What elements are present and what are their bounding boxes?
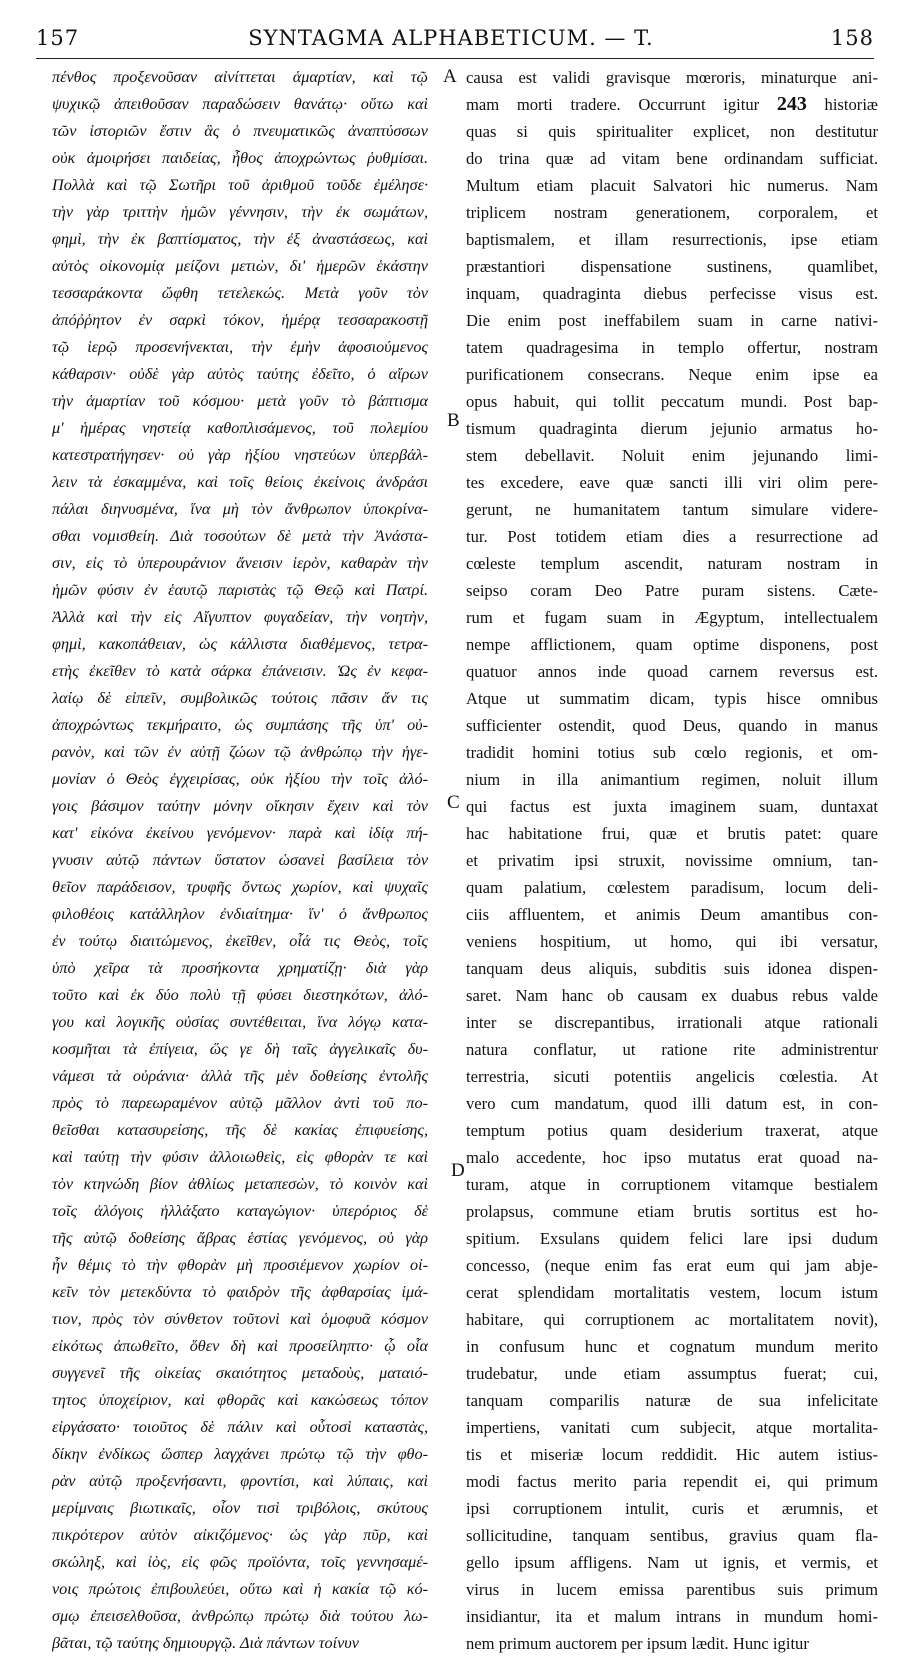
section-number: 243 (776, 93, 807, 115)
text-line: φημὶ, τὴν ἐκ βαπτίσματος, τὴν ἐξ ἀναστάσεως, καὶ (52, 230, 428, 248)
text-line: εἰργάσατο· τοιοῦτος δὲ πάλιν καὶ οὗτοσὶ καταστὰς, (52, 1418, 428, 1436)
text-line: κάθαρσιν· οὐδὲ γὰρ αὐτὸς ταύτης ἐδεῖτο, ὁ αἴρων (52, 365, 428, 383)
text-line: tanquam deus aliquis, subditis suis idonea dispen- (466, 959, 878, 978)
text-line: quatuor annos inde quoad carnem reversus est. (466, 662, 878, 681)
text-line: terrestria, sicuti potentiis angelicis cœlestia. At (466, 1067, 878, 1086)
text-line: trudebatur, unde etiam assumptus fuerat; cui, (466, 1364, 878, 1383)
greek-column (52, 64, 428, 1657)
text-line: φιλοθέοις κατάλληλον ἐνδιαίτημα· ἵν' ὁ ἄνθρωπος (52, 905, 428, 923)
text-line: tis et miseriæ locum reddidit. Hic autem istius- (466, 1445, 878, 1464)
text-line: πρὸς τὸ παρεωραμένον αὐτῷ μᾶλλον ἀντὶ τοῦ πο- (52, 1094, 428, 1112)
text-line: Πολλὰ καὶ τῷ Σωτῆρι τοῦ ἀριθμοῦ τοῦδε ἐμέλησε· (52, 176, 428, 194)
text-line: veniens hospitium, ut homo, qui ibi versatur, (466, 932, 878, 951)
text-line: τοῦτο καὶ ἐκ δύο πολὺ τῇ φύσει διεστηκότων, ἀλό- (52, 986, 428, 1004)
margin-marker-d: D (451, 1160, 465, 1181)
text-line: spitium. Exsulans quidem felici lare ipsi dudum (466, 1229, 878, 1248)
text-line: natura conflatur, ut ratione rite administrentur (466, 1040, 878, 1059)
text-line: quas si quis spiritualiter explicet, non destitutur (466, 122, 878, 141)
running-header (0, 26, 902, 56)
text-line: tes excedere, eave quæ sancti illi viri olim pere- (466, 473, 878, 492)
text-line: τὴν ἁμαρτίαν τοῦ κόσμου· μετὰ γοῦν τὸ βάπτισμα (52, 392, 428, 410)
text-line: γνυσιν αὐτῷ πάντων ὕστατον ὡσανεὶ βασίλεια τὸν (52, 851, 428, 869)
text-line: δίκην ἐνδίκως ὥσπερ λαγχάνει πρώτῳ τῷ τὴν φθο- (52, 1445, 428, 1463)
text-line: σκώληξ, καὶ ἰὸς, εἰς φῶς προϊόντα, τοῖς γεννησαμέ- (52, 1553, 428, 1571)
page-number-right: 158 (830, 26, 874, 50)
text-line: καὶ ταύτῃ τὴν φύσιν ἀλλοιωθεὶς, εἰς φθορὰν τε καὶ (52, 1148, 428, 1166)
text-line: κατ' εἰκόνα ἐκείνου γενόμενον· παρὰ καὶ ἰδίᾳ πή- (52, 824, 428, 842)
text-line: turam, atque in corruptionem vitamque bestialem (466, 1175, 878, 1194)
text-line: causa est validi gravisque mœroris, minaturque ani- (466, 68, 878, 87)
text-line: θεῖον παράδεισον, τρυφῆς ὄντως χωρίον, καὶ ψυχαῖς (52, 878, 428, 896)
text-line: inquam, quadraginta diebus perfecisse visus est. (466, 284, 878, 303)
text-line: σιν, εἰς τὸ ὑπερουράνιον ἄνεισιν ἱερὸν, καθαρὰν τὴν (52, 554, 428, 572)
text-line: cerat splendidam mortalitatis vestem, locum istum (466, 1283, 878, 1302)
text-line: seipso coram Deo Patre puram sistens. Cæte- (466, 581, 878, 600)
text-line: do trina quæ ad vitam bene ordinandam sufficiat. (466, 149, 878, 168)
text-line: τῆς αὐτῷ δοθείσης ἄβρας ἑστίας γενόμενος, οὐ γὰρ (52, 1229, 428, 1247)
text-line: πένθος προξενοῦσαν αἰνίττεται ἁμαρτίαν, καὶ τῷ (52, 68, 428, 86)
text-line: hac habitatione frui, quæ et brutis patet: quare (466, 824, 878, 843)
text-line: μ' ἡμέρας νηστείᾳ καθοπλισάμενος, τοῦ πολεμίου (52, 419, 428, 437)
text-line: συγγενεῖ τῆς οἰκείας σκαιότητος μεταδοὺς, ματαιό- (52, 1364, 428, 1382)
text-line: cœleste templum ascendit, naturam nostram in (466, 554, 878, 573)
text-line: tanquam comparilis naturæ de sua infelicitate (466, 1391, 878, 1410)
text-line: virus in lucem emissa parentibus suis primum (466, 1580, 878, 1599)
text-line: tur. Post totidem etiam dies a resurrectione ad (466, 527, 878, 546)
text-line: ἀποχρώντως τεκμήραιτο, ὡς συμπάσης τῆς ὑπ' οὐ- (52, 716, 428, 734)
text-line: ἡμῶν φύσιν ἐν ἑαυτῷ παριστὰς τῷ Θεῷ καὶ Πατρί. (52, 581, 428, 599)
text-line: concesso, (neque enim fas erat eum qui jam abje- (466, 1256, 878, 1275)
running-title: SYNTAGMA ALPHABETICUM. — T. (248, 26, 654, 50)
text-line: nempe afflictionem, quam optime disponens, post (466, 635, 878, 654)
text-line: triplicem nostram generationem, corporalem, et (466, 203, 878, 222)
text-line: habitare, qui corruptionem ac mortalitatem novit), (466, 1310, 878, 1329)
text-line: κεῖν τὸν μετεκδύντα τὸ φαιδρὸν τῆς ἀφθαρσίας ἱμά- (52, 1283, 428, 1301)
text-line: purificationem consecrans. Neque enim ipse ea (466, 365, 878, 384)
text-line: Die enim post ineffabilem suam in carne nativi- (466, 311, 878, 330)
text-line: tatem quadragesima in templo offertur, nostram (466, 338, 878, 357)
text-line: τεσσαράκοντα ὤφθη τετελεκώς. Μετὰ γοῦν τὸν (52, 284, 428, 302)
text-line: quam palatium, cœlestem paradisum, locum deli- (466, 878, 878, 897)
text-line: ciis affluentem, et animis Deum amantibus con- (466, 905, 878, 924)
text-line: ὑπὸ χεῖρα τὰ προσήκοντα χρηματίζῃ· διὰ γὰρ (52, 959, 428, 977)
text-line: et privatim ipsi struxit, novissime omnium, tan- (466, 851, 878, 870)
text-line: sufficienter ostendit, quod Deus, quando in manus (466, 716, 878, 735)
text-line: πικρότερον αὐτὸν αἰκιζόμενος· ὡς γὰρ πῦρ, καὶ (52, 1526, 428, 1544)
text-line: prolapsus, commune etiam brutis sortitus est ho- (466, 1202, 878, 1221)
latin-column (466, 64, 878, 1657)
text-line: opus habuit, qui tollit peccatum mundi. Post bap- (466, 392, 878, 411)
text-line: τητος ὑποχείριον, καὶ φθορᾶς καὶ κακώσεως τόπον (52, 1391, 428, 1409)
text-line: πάλαι διηνυσμένα, ἵνα μὴ τὸν ἄνθρωπον ὑποκρίνα- (52, 500, 428, 518)
page-number-left: 157 (36, 26, 80, 50)
text-line: rum et fugam suam in Ægyptum, intellectualem (466, 608, 878, 627)
text-line: temptum potius quam desiderium traxerat, atque (466, 1121, 878, 1140)
text-line: ipsi corruptionem intulit, curis et ærumnis, et (466, 1499, 878, 1518)
text-line: gerunt, ne humanitatem tantum simulare videre- (466, 500, 878, 519)
text-line: Atque ut summatim dicam, typis hisce omnibus (466, 689, 878, 708)
text-line: ψυχικῷ ἀπειθοῦσαν παραδώσειν θανάτῳ· οὕτω καὶ (52, 95, 428, 113)
text-line: νοις πρώτοις ἐπιβουλεύει, οὕτω καὶ ἡ κακία τῷ κό- (52, 1580, 428, 1598)
text-line: τοῖς ἀλόγοις ἠλλάξατο καταγώγιον· ὑπερόριος δὲ (52, 1202, 428, 1220)
margin-marker-c: C (447, 792, 460, 813)
text-line: σθαι νομισθείη. Διὰ τοσούτων δὲ μετὰ τὴν Ἀνάστα- (52, 527, 428, 545)
text-line: αὐτὸς οἰκονομίᾳ μείζονι μετιὼν, δι' ἡμερῶν ἑκάστην (52, 257, 428, 275)
text-line: μονίαν ὁ Θεὸς ἐγχειρίσας, οὐκ ἠξίου τὴν τοῖς ἀλό- (52, 770, 428, 788)
text-line: σμῳ ἐπεισελθοῦσα, ἀνθρώπῳ πρώτῳ διὰ τούτου λω- (52, 1607, 428, 1625)
header-rule (36, 58, 874, 59)
text-line: τῶν ἱστοριῶν ἔστιν ἃς ὁ πνευματικῶς ἀναπτύσσων (52, 122, 428, 140)
text-line: sollicitudine, tanquam sentibus, gravius quam fla- (466, 1526, 878, 1545)
text-line: οὐκ ἀμοιρήσει παιδείας, ἦθος ἀποχρώντως ῥυθμίσαι. (52, 149, 428, 167)
text-line: mam morti tradere. Occurrunt igitur 243 historiæ (466, 93, 878, 115)
text-line: τῷ ἱερῷ προσενήνεκται, τὴν ἐμὴν ἀφοσιούμενος (52, 338, 428, 356)
text-line: νάμεσι τὰ οὐράνια· ἀλλὰ τῆς μὲν δοθείσης ἐντολῆς (52, 1067, 428, 1085)
text-line: modi factus merito paria rependit ei, qui primum (466, 1472, 878, 1491)
margin-marker-b: B (447, 410, 460, 431)
margin-marker-a: A (443, 66, 457, 87)
text-line: nem primum auctorem per ipsum lædit. Hunc igitur (466, 1634, 809, 1653)
text-line: γοις βάσιμον ταύτην μόνην οἴκησιν ἔχειν καὶ τὸν (52, 797, 428, 815)
text-line: ἦν θέμις τὸ τὴν φθορὰν μὴ προσιέμενον χωρίον οἰ- (52, 1256, 428, 1274)
text-line: κατεστρατήγησεν· οὐ γὰρ ἠξίου νηστεύων ὑπερβάλ- (52, 446, 428, 464)
text-line: γου καὶ λογικῆς οὐσίας συντέθειται, ἵνα λόγῳ κατα- (52, 1013, 428, 1031)
text-line: λειν τὰ ἐσκαμμένα, καὶ τοῖς θείοις ἐκείνοις ἀνδράσι (52, 473, 428, 491)
text-line: Ἀλλὰ καὶ τὴν εἰς Αἴγυπτον φυγαδείαν, τὴν νοητὴν, (52, 608, 428, 626)
text-line: in confusum hunc et cognatum mundum merito (466, 1337, 878, 1356)
text-line: baptismalem, et illam resurrectionis, ipse etiam (466, 230, 878, 249)
text-line: φημὶ, κακοπάθειαν, ὡς κάλλιστα διαθέμενος, τετρα- (52, 635, 428, 653)
text-line: tradidit homini totius sub cœlo regionis, et om- (466, 743, 878, 762)
text-line: ρὰν αὐτῷ προξενήσαντι, φροντίσι, καὶ λύπαις, καὶ (52, 1472, 428, 1490)
text-line: εἰκότως ἀπωθεῖτο, ὅθεν δὴ καὶ προσείληπτο· ᾧ οἷα (52, 1337, 428, 1355)
text-line: Multum etiam placuit Salvatori hic numerus. Nam (466, 176, 878, 195)
text-line: θεῖσθαι κατασυρείσης, τῆς δὲ κακίας ἐπιφυείσης, (52, 1121, 428, 1139)
text-line: vero cum mandatum, quod illi datum est, in con- (466, 1094, 878, 1113)
text-line: λαίῳ δὲ εἰπεῖν, συμβολικῶς τούτοις πᾶσιν ἄν τις (52, 689, 428, 707)
text-line: μερίμναις βιωτικαῖς, οἷον τισὶ τριβόλοις, σκύτους (52, 1499, 428, 1517)
text-line: τὴν γὰρ τριττὴν ἡμῶν γέννησιν, τὴν ἐκ σωμάτων, (52, 203, 428, 221)
text-line: ἐν τούτῳ διαιτώμενος, ἐκεῖθεν, οἷά τις Θεὸς, τοῖς (52, 932, 428, 950)
text-line: βᾶται, τῷ ταύτης δημιουργῷ. Διὰ πάντων τοίνυν (52, 1634, 359, 1652)
text-line: ἀπόῤῥητον ἐν σαρκὶ τόκον, ἡμέρᾳ τεσσαρακοστῇ (52, 311, 428, 329)
text-line: τὸν κτηνώδη βίον ἀθλίως μεταπεσὼν, τὸ κοινὸν καὶ (52, 1175, 428, 1193)
text-line: inter se discrepantibus, irrationali atque rationali (466, 1013, 878, 1032)
text-line: ρανὸν, καὶ τῶν ἐν αὐτῇ ζώων τῷ ἀνθρώπῳ τὴν ἡγε- (52, 743, 428, 761)
text-line: qui factus est juxta imaginem suam, duntaxat (466, 797, 878, 816)
text-line: præstantiori dispensatione sustinens, quamlibet, (466, 257, 878, 276)
text-line: nium in illa animantium regimen, noluit illum (466, 770, 878, 789)
text-line: κοσμῆται τὰ ἐπίγεια, ὥς γε δὴ ταῖς ἀγγελικαῖς δυ- (52, 1040, 428, 1058)
text-line: tismum quadraginta dierum jejunio armatus ho- (466, 419, 878, 438)
text-line: ετὴς ἐκεῖθεν τὸ κατὰ σάρκα ἐπάνεισιν. Ὡς ἐν κεφα- (52, 662, 428, 680)
text-line: malo accedente, hoc ipso mutatus erat quoad na- (466, 1148, 878, 1167)
text-line: stem debellavit. Noluit enim jejunando limi- (466, 446, 878, 465)
text-line: impertiens, vanitati cum subjecit, atque mortalita- (466, 1418, 878, 1437)
text-line: gello ipsum affligens. Nam ut ignis, et vermis, et (466, 1553, 878, 1572)
text-line: insidiantur, ita et malum intrans in mundum homi- (466, 1607, 878, 1626)
text-line: τιον, πρὸς τὸν σύνθετον τοῦτονὶ καὶ ὁμοφυᾶ κόσμον (52, 1310, 428, 1328)
text-line: saret. Nam hanc ob causam ex duabus rebus valde (466, 986, 878, 1005)
